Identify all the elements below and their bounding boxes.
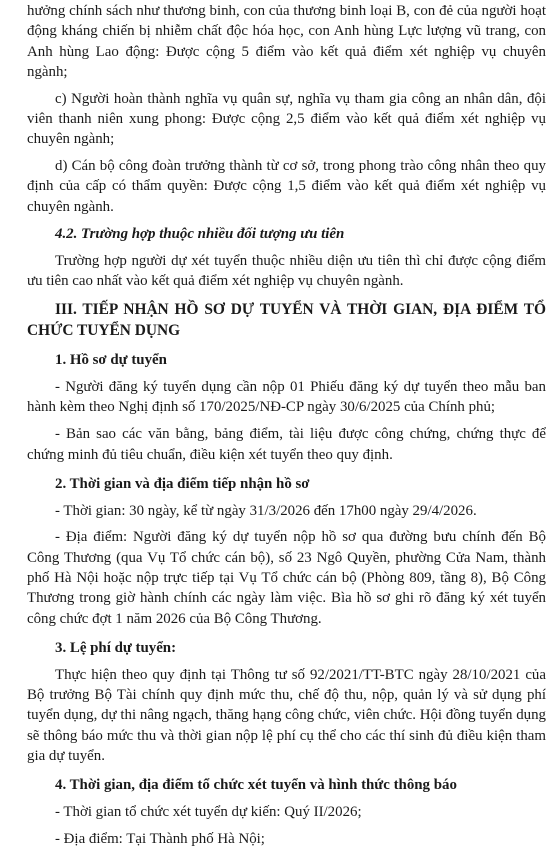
paragraph-exam-location: - Địa điểm: Tại Thành phố Hà Nội;: [55, 830, 265, 847]
paragraph-fee-regulation: Thực hiện theo quy định tại Thông tư số 92/2021/TT-BTC ngày 28/10/2021 của Bộ trưởng Bộ Tài chính quy định mức thu, chế độ thu, nộp, quản lý và sử dụng phí tuyển dụng, dự thi nâng ngạch, thăng hạng công chức, viên chức. Hội đồng tuyển dụng sẽ thông báo mức thu và thời gian nộp lệ phí cụ thể cho các thí sinh đủ điều kiện tham gia dự tuyển.: [27, 666, 546, 764]
paragraph-application-form: - Người đăng ký tuyển dụng cần nộp 01 Phiếu đăng ký dự tuyển theo mẫu ban hành kèm theo Nghị định số 170/2025/NĐ-CP ngày 30/6/2025 của Chính phủ;: [27, 379, 546, 416]
section-heading-4: 4. Thời gian, địa điểm tổ chức xét tuyển và hình thức thông báo: [55, 777, 457, 794]
section-heading-iii: III. TIẾP NHẬN HỒ SƠ DỰ TUYỂN VÀ THỜI GIAN, ĐỊA ĐIỂM TỔ CHỨC TUYỂN DỤNG: [27, 301, 546, 339]
section-heading-3: 3. Lệ phí dự tuyển:: [55, 639, 177, 656]
paragraph-multiple-priority: Trường hợp người dự xét tuyển thuộc nhiều diện ưu tiên thì chỉ được cộng điểm ưu tiên cao nhất vào kết quả điểm xét nghiệp vụ chuyên ngành.: [27, 252, 546, 290]
paragraph-priority-c: c) Người hoàn thành nghĩa vụ quân sự, nghĩa vụ tham gia công an nhân dân, đội viên thanh niên xung phong: Được cộng 2,5 điểm vào kết quả điểm xét nghiệp vụ chuyên ngành;: [27, 90, 546, 148]
paragraph-certified-copies: - Bản sao các văn bằng, bảng điểm, tài liệu được công chứng, chứng thực để chứng minh đủ tiêu chuẩn, điều kiện xét tuyển theo quy định.: [27, 426, 546, 463]
paragraph-receiving-time: - Thời gian: 30 ngày, kể từ ngày 31/3/2026 đến 17h00 ngày 29/4/2026.: [55, 502, 477, 519]
paragraph-exam-time: - Thời gian tổ chức xét tuyển dự kiến: Quý II/2026;: [55, 804, 362, 820]
paragraph-priority-d: d) Cán bộ công đoàn trưởng thành từ cơ sở, trong phong trào công nhân theo quy định của cấp có thẩm quyền: Được cộng 1,5 điểm vào kết quả điểm xét nghiệp vụ chuyên ngành.: [27, 158, 546, 215]
section-heading-4-2: 4.2. Trường hợp thuộc nhiều đối tượng ưu tiên: [55, 225, 345, 242]
section-heading-2: 2. Thời gian và địa điểm tiếp nhận hồ sơ: [55, 475, 310, 492]
paragraph-receiving-location: - Địa điểm: Người đăng ký dự tuyển nộp hồ sơ qua đường bưu chính đến Bộ Công Thương (qua Vụ Tổ chức cán bộ), số 23 Ngô Quyền, phường Cửa Nam, thành phố Hà Nội hoặc nộp trực tiếp tại Vụ Tổ chức cán bộ (Phòng 809, tầng 8), Bộ Công Thương trong giờ hành chính các ngày làm việc. Bìa hồ sơ ghi rõ đăng ký xét tuyển công chức đợt 1 năm 2026 của Bộ Công Thương.: [27, 529, 546, 627]
paragraph-priority-b-continued: hưởng chính sách như thương binh, con của thương binh loại B, con đẻ của người hoạt động kháng chiến bị nhiễm chất độc hóa học, con Anh hùng Lực lượng vũ trang, con Anh hùng Lao động: Được cộng 5 điểm vào kết quả điểm xét nghiệp vụ chuyên ngành;: [27, 3, 546, 80]
section-heading-1: 1. Hồ sơ dự tuyển: [55, 352, 167, 369]
